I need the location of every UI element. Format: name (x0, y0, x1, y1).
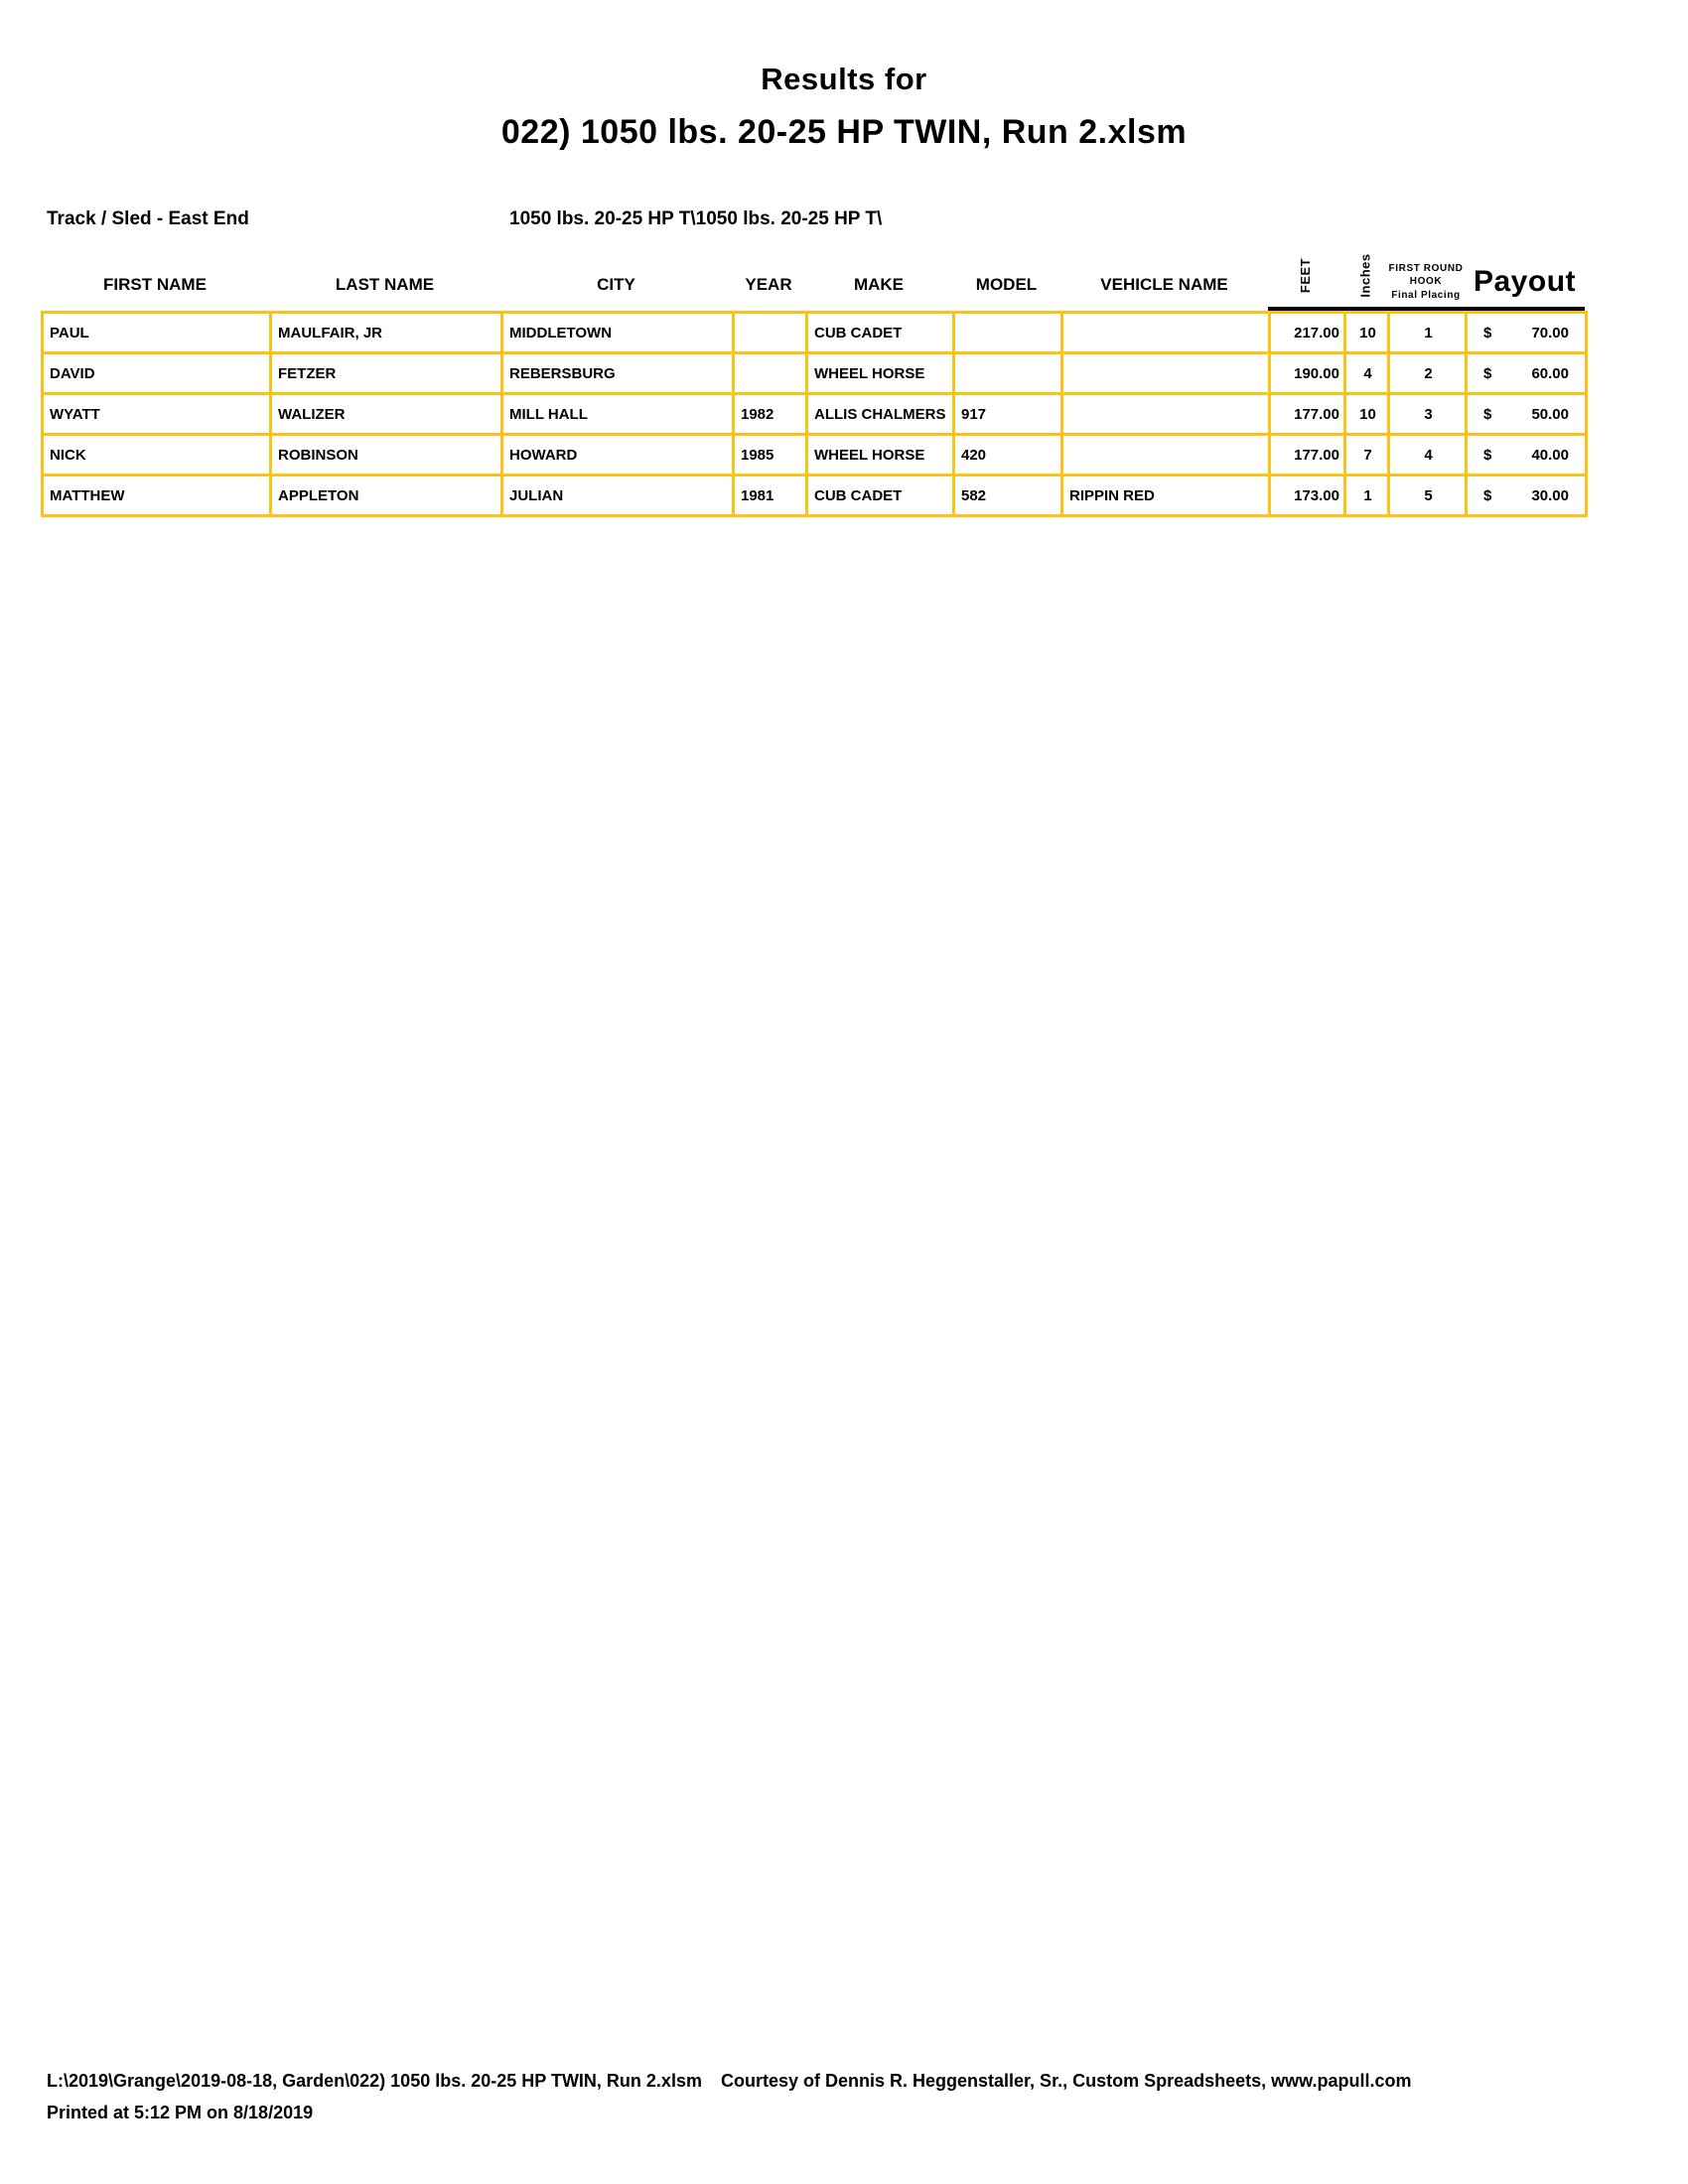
cell-inches: 10 (1345, 313, 1389, 353)
cell-year: 1985 (734, 435, 807, 476)
cell-placing: 4 (1389, 435, 1467, 476)
cell-last-name: APPLETON (271, 476, 502, 516)
header-inches (1343, 243, 1387, 311)
cell-placing: 3 (1389, 394, 1467, 435)
header-city: CITY (597, 275, 635, 294)
cell-first-name: DAVID (43, 353, 271, 394)
cell-payout (1467, 394, 1587, 435)
header-make: MAKE (853, 275, 905, 294)
header-hook-line2: HOOK (1409, 276, 1443, 287)
table-row (43, 353, 1587, 394)
cell-make: CUB CADET (807, 476, 954, 516)
payout-amount: 30.00 (1531, 486, 1569, 504)
title-block (0, 62, 1688, 152)
cell-payout (1467, 435, 1587, 476)
cell-feet: 190.00 (1270, 353, 1345, 394)
cell-make: ALLIS CHALMERS (807, 394, 954, 435)
payout-amount: 40.00 (1531, 446, 1569, 464)
cell-city: JULIAN (502, 476, 734, 516)
cell-first-name: MATTHEW (43, 476, 271, 516)
cell-model (954, 353, 1062, 394)
cell-year: 1982 (734, 394, 807, 435)
header-hook-line3: Final Placing (1391, 289, 1461, 301)
cell-inches: 7 (1345, 435, 1389, 476)
footer-printed-at: Printed at 5:12 PM on 8/18/2019 (47, 2103, 314, 2122)
currency-symbol: $ (1483, 364, 1492, 382)
cell-city: MILL HALL (502, 394, 734, 435)
table-row (43, 394, 1587, 435)
cell-payout (1467, 313, 1587, 353)
payout-amount: 60.00 (1531, 364, 1569, 382)
cell-feet: 173.00 (1270, 476, 1345, 516)
header-first-round-hook (1387, 243, 1465, 311)
header-year: YEAR (745, 275, 792, 294)
cell-city: MIDDLETOWN (502, 313, 734, 353)
cell-vehicle-name (1062, 394, 1270, 435)
cell-feet: 217.00 (1270, 313, 1345, 353)
footer-line1 (47, 2071, 1411, 2092)
cell-inches: 4 (1345, 353, 1389, 394)
cell-first-name: NICK (43, 435, 271, 476)
cell-first-name: WYATT (43, 394, 271, 435)
cell-last-name: ROBINSON (271, 435, 502, 476)
cell-make: CUB CADET (807, 313, 954, 353)
table-header-row (41, 243, 1585, 311)
cell-year (734, 313, 807, 353)
header-last-name: LAST NAME (335, 275, 435, 294)
cell-model: 582 (954, 476, 1062, 516)
header-hook-line1: FIRST ROUND (1388, 262, 1464, 274)
track-sled-label: Track / Sled - East End (47, 208, 249, 229)
cell-payout (1467, 476, 1587, 516)
header-feet (1268, 243, 1343, 311)
currency-symbol: $ (1483, 486, 1492, 504)
cell-vehicle-name: RIPPIN RED (1062, 476, 1270, 516)
cell-last-name: MAULFAIR, JR (271, 313, 502, 353)
class-name-label: 1050 lbs. 20-25 HP T\1050 lbs. 20-25 HP T\ (509, 208, 883, 229)
cell-vehicle-name (1062, 435, 1270, 476)
page-subtitle-filename: 022) 1050 lbs. 20-25 HP TWIN, Run 2.xlsm (500, 113, 1188, 151)
cell-placing: 2 (1389, 353, 1467, 394)
cell-year: 1981 (734, 476, 807, 516)
cell-year (734, 353, 807, 394)
cell-model: 917 (954, 394, 1062, 435)
payout-amount: 50.00 (1531, 405, 1569, 423)
currency-symbol: $ (1483, 324, 1492, 341)
table-row (43, 435, 1587, 476)
currency-symbol: $ (1483, 405, 1492, 423)
header-payout: Payout (1465, 243, 1585, 311)
cell-feet: 177.00 (1270, 394, 1345, 435)
cell-vehicle-name (1062, 313, 1270, 353)
header-model: MODEL (975, 275, 1038, 294)
cell-inches: 10 (1345, 394, 1389, 435)
cell-placing: 5 (1389, 476, 1467, 516)
footer-file-path: L:\2019\Grange\2019-08-18, Garden\022) 1050 lbs. 20-25 HP TWIN, Run 2.xlsm (47, 2071, 702, 2091)
currency-symbol: $ (1483, 446, 1492, 464)
page-title: Results for (761, 62, 927, 96)
cell-inches: 1 (1345, 476, 1389, 516)
cell-model (954, 313, 1062, 353)
table-row (43, 476, 1587, 516)
table-row (43, 313, 1587, 353)
cell-make: WHEEL HORSE (807, 435, 954, 476)
cell-last-name: FETZER (271, 353, 502, 394)
results-table (41, 311, 1588, 517)
footer-courtesy: Courtesy of Dennis R. Heggenstaller, Sr., Custom Spreadsheets, www.papull.com (720, 2071, 1412, 2091)
cell-vehicle-name (1062, 353, 1270, 394)
cell-last-name: WALIZER (271, 394, 502, 435)
header-vehicle-name: VEHICLE NAME (1100, 275, 1228, 294)
cell-make: WHEEL HORSE (807, 353, 954, 394)
payout-amount: 70.00 (1531, 324, 1569, 341)
cell-payout (1467, 353, 1587, 394)
cell-first-name: PAUL (43, 313, 271, 353)
header-feet-label: FEET (1298, 257, 1314, 293)
cell-city: REBERSBURG (502, 353, 734, 394)
cell-city: HOWARD (502, 435, 734, 476)
cell-placing: 1 (1389, 313, 1467, 353)
cell-model: 420 (954, 435, 1062, 476)
meta-row (0, 208, 1688, 234)
header-inches-label: Inches (1357, 252, 1373, 298)
cell-feet: 177.00 (1270, 435, 1345, 476)
header-first-name: FIRST NAME (103, 275, 207, 294)
